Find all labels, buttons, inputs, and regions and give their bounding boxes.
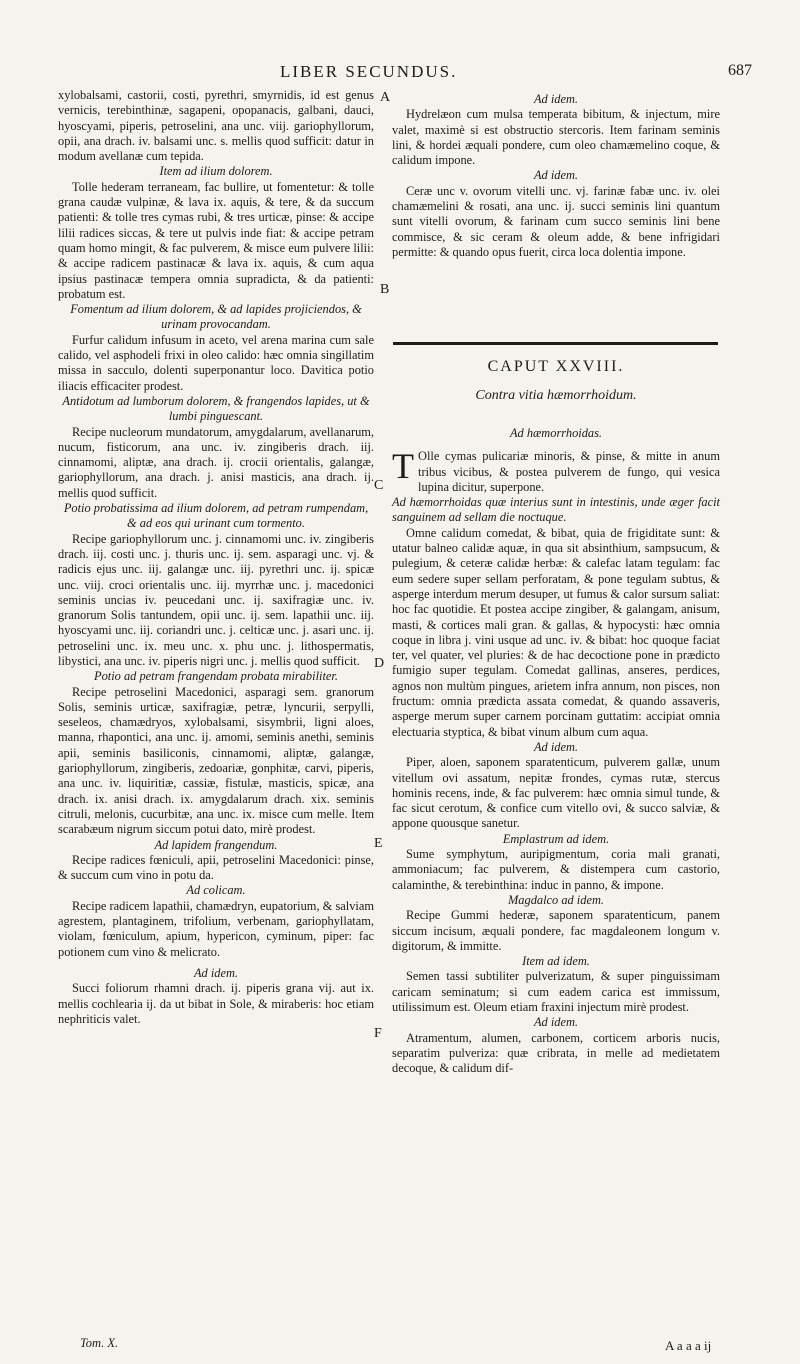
right-heading-7: Magdalco ad idem. xyxy=(507,892,604,907)
left-heading-1: Item ad ilium dolorem. xyxy=(159,164,273,179)
right-paragraph-5: Piper, aloen, saponem sparatenticum, pulverem gallæ, unum vitellum ovi assatum, nepitæ frondes, cymas rutæ, stercus hominis recens, inde, & fac pulverem: hæc omnia simul tunde, & fac sicut cerotum, & confice cum vitello ovi, & succo salviæ, & appone quousque sanetur. xyxy=(392,755,720,831)
left-heading-8: Ad idem. xyxy=(193,965,239,980)
left-heading-7: Ad colicam. xyxy=(186,883,246,898)
left-paragraph-8: Recipe radicem lapathii, chamædryn, eupatorium, & salviam agrestem, plantaginem, trifolium, verbenam, gariophyllatam, violam, fœniculum, apium, hypericon, cyminum, piper: fac potionem cum vino & melicrato. xyxy=(58,898,374,959)
volume-mark: Tom. X. xyxy=(80,1336,119,1350)
right-paragraph-6: Sume symphytum, auripigmentum, coria mali granati, ammoniacum; fac pulverem, & distempera cum castorio, calaminthe, & terebinthina: induc in panno, & impone. xyxy=(392,847,720,892)
left-paragraph-2: Tolle hederam terraneam, fac bullire, ut fomentetur: & tolle grana caudæ vulpinæ, & lava ix. aquis, & tere, & da succum patienti: & tolle tres cymas rubi, & tres urticæ, pinse: & accipe lilii radices siccas, & tere ut pulvis inde fiat: & accipe petram quam homo mingit, & fac pulverem, & misce eum pulvere lilii: & accipe radicem pastinacæ & lava ix. aquis, & cum aqua ipsius pastinacæ tempera omnia supradicta, & da patienti: probatum est. xyxy=(58,179,374,301)
chapter-subtitle: Contra vitia hæmorrhoidum. xyxy=(475,388,637,403)
left-heading-2: Fomentum ad ilium dolorem, & ad lapides projiciendos, & urinam provocandam. xyxy=(70,302,362,332)
margin-letter-d: D xyxy=(374,656,385,671)
right-column-bottom xyxy=(392,426,720,1076)
left-heading-5: Potio ad petram frangendam probata mirabiliter. xyxy=(94,669,338,684)
right-heading-2: Ad idem. xyxy=(533,168,579,183)
right-paragraph-1: Hydrelæon cum mulsa temperata bibitum, & injectum, mire valet, maximè si est obstructio stercoris. Item farinam seminis lini, & hordei æquali pondere, cum oleo chamæmelino coque, & calidum impone. xyxy=(392,107,720,168)
right-column-top xyxy=(392,92,720,332)
right-paragraph-2: Ceræ unc v. ovorum vitelli unc. vj. farinæ fabæ unc. iv. olei chamæmelini & rosati, ana unc. ij. succi seminis lini quantum sunt vitelli ovorum, & farinam cum succo seminis lini bene commisce, & sic ceram & oleum adde, & bene infrigidari permitte: & quando opus fuerit, circa loca dolentia impone. xyxy=(392,183,720,259)
right-paragraph-9: Atramentum, alumen, carbonem, corticem arboris nucis, separatim pulveriza: quæ cribrata, in melle ad medietatem decoque, & calidum dif- xyxy=(392,1030,720,1076)
margin-letter-e: E xyxy=(374,836,383,851)
left-paragraph-9: Succi foliorum rhamni drach. ij. piperis grana vij. aut ix. mellis cochlearia ij. da ut bibat in Sole, & miraberis: hoc etiam nephriticis valet. xyxy=(58,981,374,1026)
right-heading-1: Ad idem. xyxy=(533,92,579,106)
left-paragraph-3: Furfur calidum infusum in aceto, vel arena marina cum sale calido, vel asphodeli frixi in oleo calido: hæc omnia singillatim missa in sacculo, dolenti superponantur loco. Davitica potio iliacis efficaciter prodest. xyxy=(58,332,374,393)
chapter-title: CAPUT XXVIII. xyxy=(487,358,625,375)
right-heading-4: Ad hæmorrhoidas quæ interius sunt in intestinis, unde æger facit sanguinem ad sellam die noctuque. xyxy=(392,495,720,525)
left-column xyxy=(58,88,374,1027)
left-heading-4: Potio probatissima ad ilium dolorem, ad petram rumpendam, & ad eos qui urinant cum tormento. xyxy=(63,501,369,531)
right-heading-3: Ad hæmorrhoidas. xyxy=(509,426,603,440)
left-heading-6: Ad lapidem frangendum. xyxy=(154,837,278,852)
chapter-divider xyxy=(393,342,718,345)
margin-letter-b: B xyxy=(380,282,390,297)
page-number: 687 xyxy=(728,62,752,79)
signature-mark: A a a a ij xyxy=(665,1338,712,1353)
right-paragraph-4: Omne calidum comedat, & bibat, quia de frigiditate sunt: & utatur balneo calidæ aquæ, in qua sit absinthium, sampsucum, & pulegium, & ceteræ calidæ herbæ: & calefac latam tegulam: fac eum sedere super sellam perforatam, & pone tegulam subtus, & asperge interdum merum desuper, ut fumus & calor sursum saliat: hoc fac quotidie. Et postea accipe zingiber, & galangam, anisum, masti, & cortices mali gran. & gallas, & hypocysti: hæc omnia coque in libra j. vini usque ad unc. iv. & bibat: hoc quoque faciat ter, vel quater, vel pluries: & de hac decoctione pone in prædicto fumigio super tegulam. Comedat gallinas, anseres, perdices, agnos non multùm pingues, arietem infra annum, non pisces, non fructum: omnia prædicta assata comedat, & quando assaveris, asperge merum super carnem porcinam guttatim: accipiat omnia electuaria styptica, & bibat vinum album cum aqua. xyxy=(392,525,720,739)
right-paragraph-7: Recipe Gummi hederæ, saponem sparatenticum, panem siccum incisum, æquali pondere, fac magdaleonem longum v. digitorum, & immitte. xyxy=(392,908,720,953)
left-paragraph-6: Recipe petroselini Macedonici, asparagi sem. granorum Solis, seminis urticæ, saxifragiæ, petræ, lyncurii, serpylli, seseleos, chamædryos, xylobalsami, sisymbrii, ligni aloes, manna, rhapontici, ana unc. ij. amomi, seminis anethi, seminis apii, seminis basiliconis, cinnamomi, aliptæ, galangæ, gariophyllorum, zingiberis, zedoariæ, gonphitæ, carvi, piperis, ana unc. iv. liquiritiæ, cassiæ, fistulæ, masticis, spicæ, ana drach. ix. anisi drach. ix. amygdalarum drach. xix. seminis citruli, melonis, cucurbitæ, ana unc. ix. misce cum melle. Item scarabæum nigrum siccum potui dato, mirè prodest. xyxy=(58,684,374,837)
left-heading-3: Antidotum ad lumborum dolorem, & frangendos lapides, ut & lumbi pinguescant. xyxy=(62,393,370,424)
right-heading-8: Item ad idem. xyxy=(522,954,590,969)
right-heading-5: Ad idem. xyxy=(533,739,579,754)
margin-letter-a: A xyxy=(380,90,391,105)
right-heading-9: Ad idem. xyxy=(533,1015,579,1030)
left-paragraph-7: Recipe radices fœniculi, apii, petroselini Macedonici: pinse, & succum cum vino in potu da. xyxy=(58,852,374,883)
right-heading-6: Emplastrum ad idem. xyxy=(502,831,610,846)
right-paragraph-3: Olle cymas pulicariæ minoris, & pinse, & mitte in anum tribus vicibus, & postea pulverem de fungo, qui vesica lupina dicitur, superpone. xyxy=(418,449,720,494)
running-head: LIBER SECUNDUS. xyxy=(280,62,458,81)
drop-cap: T xyxy=(392,446,414,487)
left-paragraph-4: Recipe nucleorum mundatorum, amygdalarum, avellanarum, nucum, fisticorum, ana unc. iv. zingiberis drach. iij. cinnamomi, aliptæ, ana drach. ij. crocii orientalis, galangæ, gariophyllorum, ana drach. j. anisi masticis, ana drach. ij. mellis quod sufficit. xyxy=(58,424,374,500)
margin-letter-c: C xyxy=(374,478,384,493)
right-paragraph-8: Semen tassi subtiliter pulverizatum, & super pinguissimam caricam seminatum; si cum eadem carica est immissum, utilissimum est. Oleum etiam fraxini injectum mirè prodest. xyxy=(392,969,720,1014)
left-paragraph-1: xylobalsami, castorii, costi, pyrethri, smyrnidis, id est genus vernicis, terebinthinæ, sagapeni, opopanacis, galbani, dauci, hyoscyami, piperis, petroselini, ana unc. viij. gariophyllorum, opii, ana drach. iv. balsami unc. s. mellis quod sufficit: datur in modum avellanæ cum tepida. xyxy=(58,88,374,164)
margin-letter-f: F xyxy=(374,1026,382,1041)
dropcap-paragraph xyxy=(392,446,720,495)
left-paragraph-5: Recipe gariophyllorum unc. j. cinnamomi unc. iv. zingiberis drach. iij. costi unc. j. thuris unc. ij. sem. asparagi unc. vj. & radicis ejus unc. iij. galangæ unc. iij. pyrethri unc. ij. spicæ unc. viij. croci orientalis unc. iij. myrrhæ unc. j. macedonici seminis uncias iv. peucedani unc. ij. saxifragiæ unc. iv. granorum Solis tantundem, opii unc. ij. sem. lapathii unc. iij. hyoscyami unc. iij. coriandri unc. j. celticæ unc. j. asari unc. ij. petroselini unc. ix. meu unc. x. phu unc. j. lithospermatis, libystici, ana unc. iv. piperis nigri unc. j. mellis quod sufficit. xyxy=(58,531,374,668)
